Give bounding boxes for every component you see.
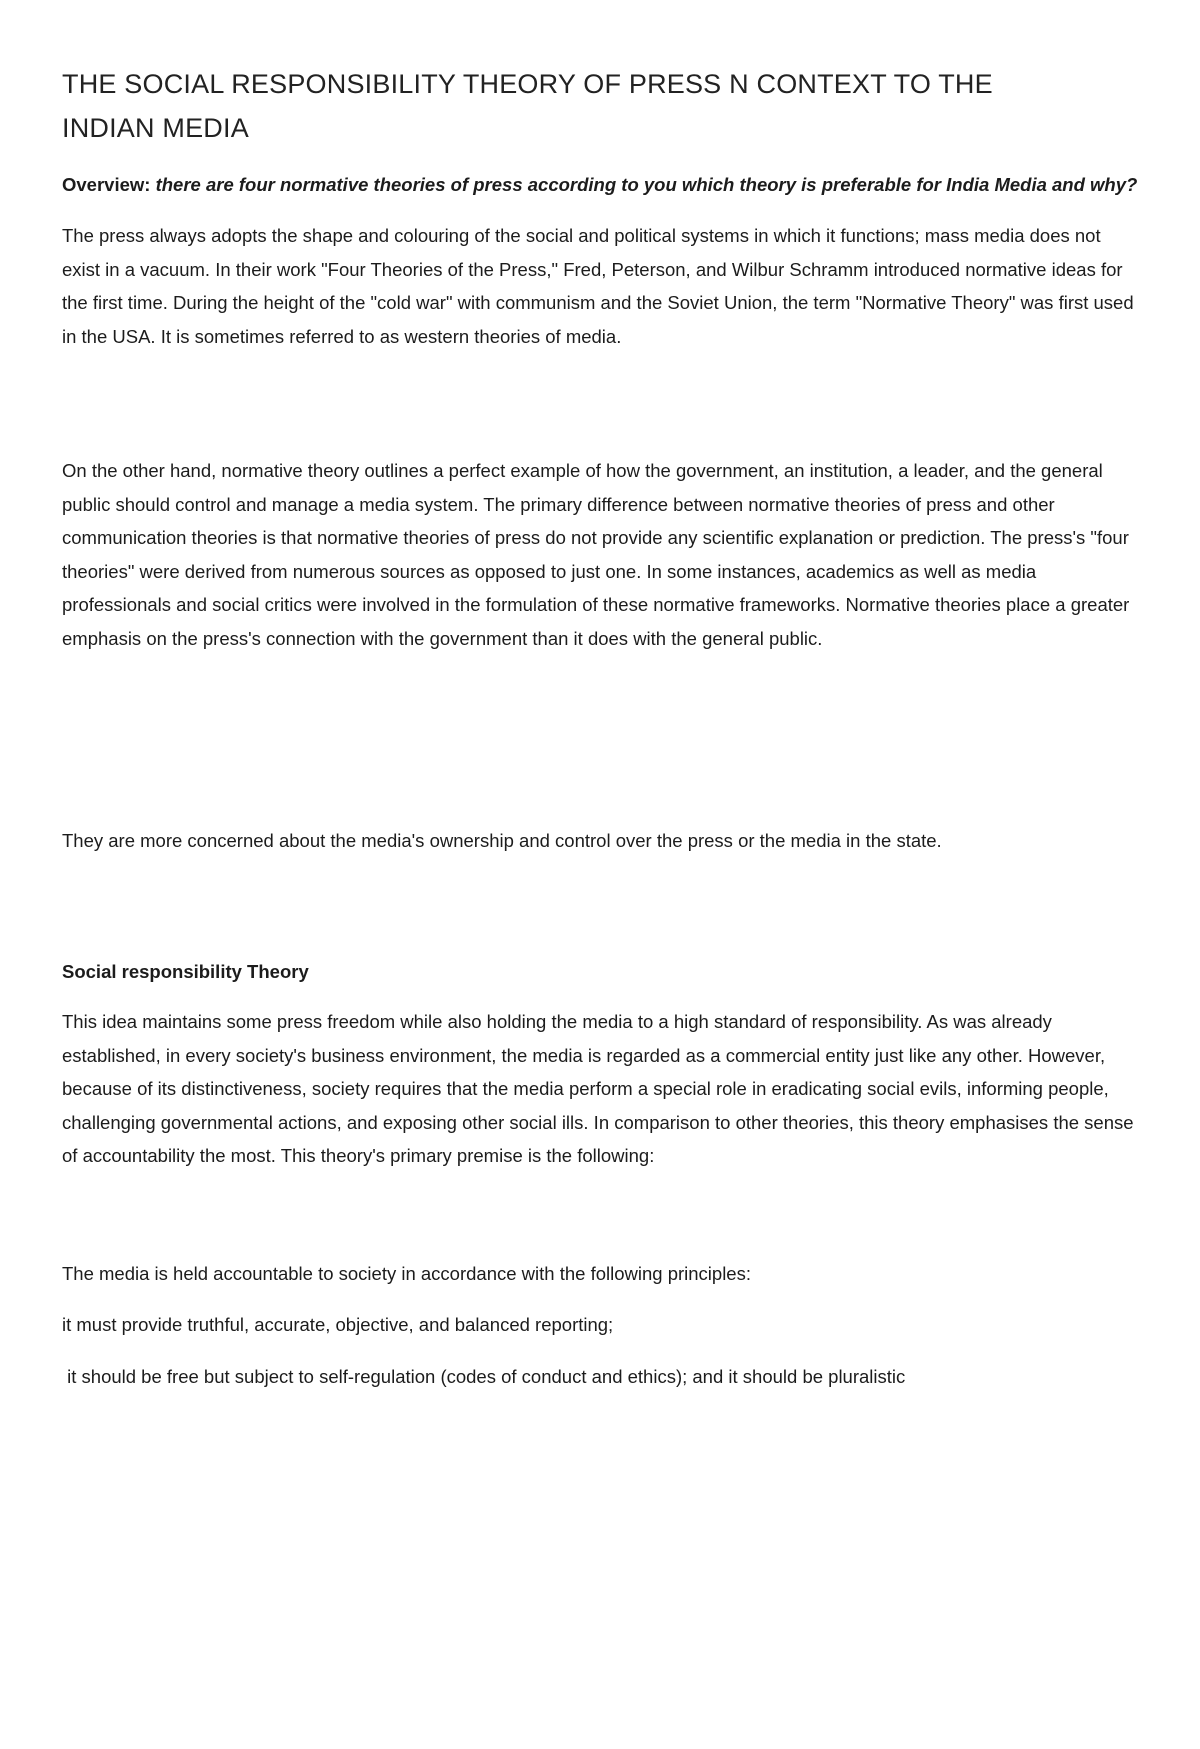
document-title [62,62,1138,150]
document-title-line-1: THE SOCIAL RESPONSIBILITY THEORY OF PRESS N CONTEXT TO THE [62,69,993,99]
principle-self-regulation: it should be free but subject to self-regulation (codes of conduct and ethics); and it should be pluralistic [62,1365,906,1387]
section-heading-social-responsibility: Social responsibility Theory [62,960,309,982]
paragraph-social-responsibility: This idea maintains some press freedom while also holding the media to a high standard of responsibility. As was already established, in every society's business environment, the media is regarded as a commercial entity just like any other. However, because of its distinctiveness, society requires that the media perform a special role in eradicating social evils, informing people, challenging governmental actions, and exposing other social ills. In comparison to other theories, this theory emphasises the sense of accountability the most. This theory's primary premise is the following: [62,1011,1134,1166]
paragraph-normative-intro: The press always adopts the shape and colouring of the social and political systems in which it functions; mass media does not exist in a vacuum. In their work "Four Theories of the Press," Fred, Peterson, and Wilbur Schramm introduced normative ideas for the first time. During the height of the "cold war" with communism and the Soviet Union, the term "Normative Theory" was first used in the USA. It is sometimes referred to as western theories of media. [62,225,1134,347]
document-page [62,62,1138,1393]
overview-paragraph [62,168,1138,201]
principle-truthful-reporting: it must provide truthful, accurate, objective, and balanced reporting; [62,1314,614,1335]
overview-question: there are four normative theories of press according to you which theory is preferable for India Media and why? [155,174,1138,195]
overview-label: Overview: [62,174,151,195]
document-title-line-2: INDIAN MEDIA [62,113,249,143]
paragraph-normative-definition: On the other hand, normative theory outlines a perfect example of how the government, an institution, a leader, and the general public should control and manage a media system. The primary difference between normative theories of press and other communication theories is that normative theories of press do not provide any scientific explanation or prediction. The press's "four theories" were derived from numerous sources as opposed to just one. In some instances, academics as well as media professionals and social critics were involved in the formulation of these normative frameworks. Normative theories place a greater emphasis on the press's connection with the government than it does with the general public. [62,460,1130,649]
paragraph-accountability-principles: The media is held accountable to society in accordance with the following principles: [62,1262,751,1284]
paragraph-ownership: They are more concerned about the media's ownership and control over the press or the media in the state. [62,830,942,851]
